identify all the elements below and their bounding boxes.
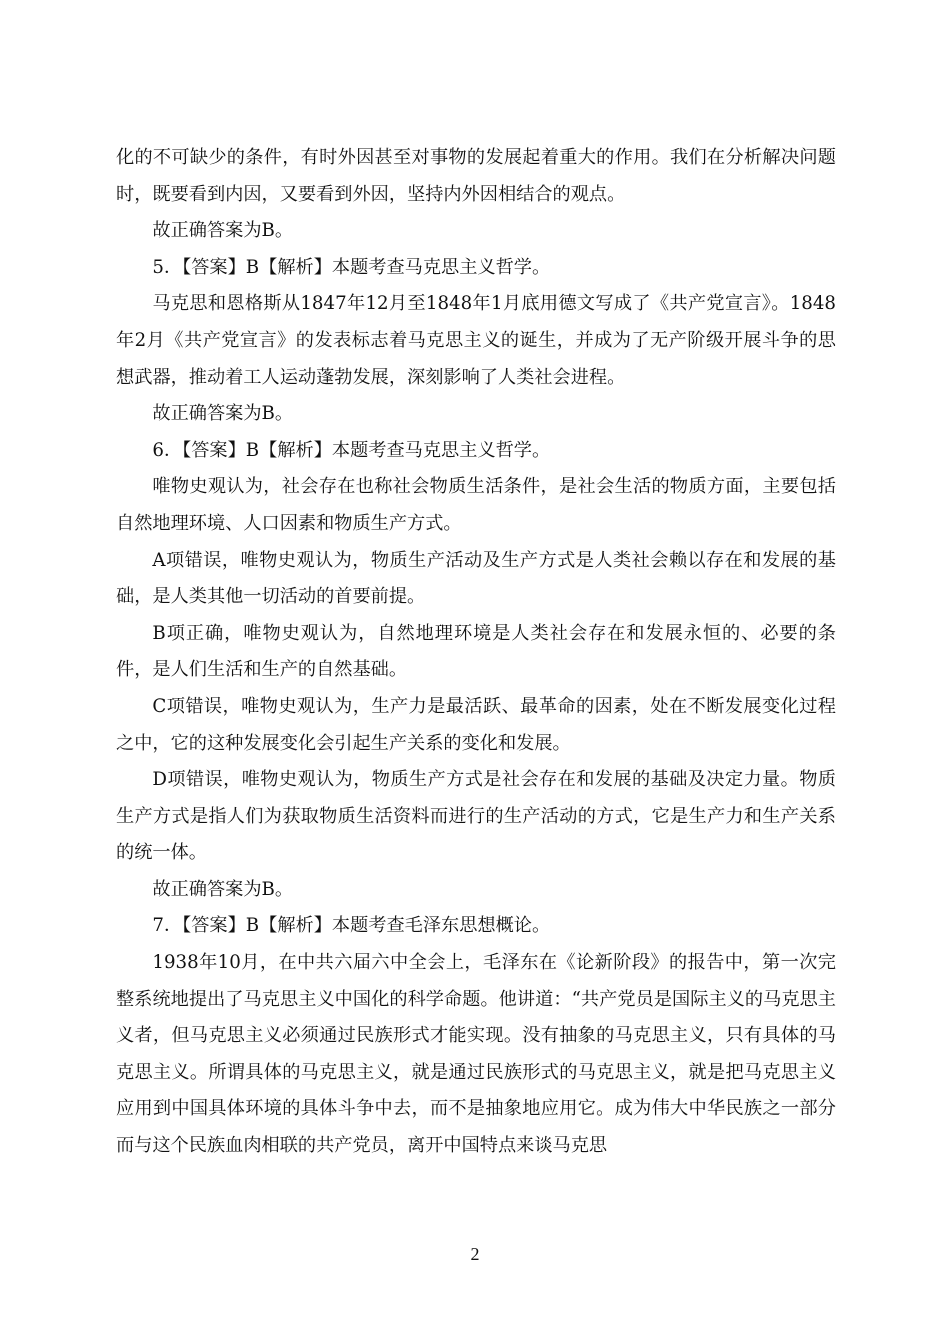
paragraph: 故正确答案为B。 bbox=[152, 403, 294, 425]
paragraph: A项错误，唯物史观认为，物质生产活动及生产方式是人类社会赖以存在和发展的基础，是人类其他一切活动的首要前提。 bbox=[116, 549, 836, 608]
paragraph: 马克思和恩格斯从1847年12月至1848年1月底用德文写成了《共产党宣言》。1848年2月《共产党宣言》的发表标志着马克思主义的诞生，并成为了无产阶级开展斗争的思想武器，推动着工人运动蓬勃发展，深刻影响了人类社会进程。 bbox=[116, 293, 836, 388]
paragraph: 故正确答案为B。 bbox=[152, 878, 294, 900]
document-body bbox=[116, 140, 836, 1165]
paragraph: 唯物史观认为，社会存在也称社会物质生活条件，是社会生活的物质方面，主要包括自然地理环境、人口因素和物质生产方式。 bbox=[116, 476, 836, 534]
paragraph: C项错误，唯物史观认为，生产力是最活跃、最革命的因素，处在不断发展变化过程之中，它的这种发展变化会引起生产关系的变化和发展。 bbox=[116, 695, 836, 754]
question-heading: 7．【答案】B【解析】本题考查毛泽东思想概论。 bbox=[152, 915, 551, 937]
paragraph: D项错误，唯物史观认为，物质生产方式是社会存在和发展的基础及决定力量。物质生产方式是指人们为获取物质生活资料而进行的生产活动的方式，它是生产力和生产关系的统一体。 bbox=[116, 769, 836, 864]
paragraph: B项正确，唯物史观认为，自然地理环境是人类社会存在和发展永恒的、必要的条件，是人们生活和生产的自然基础。 bbox=[116, 622, 836, 681]
paragraph: 1938年10月，在中共六届六中全会上，毛泽东在《论新阶段》的报告中，第一次完整系统地提出了马克思主义中国化的科学命题。他讲道：“共产党员是国际主义的马克思主义者，但马克思主义必须通过民族形式才能实现。没有抽象的马克思主义，只有具体的马克思主义。所谓具体的马克思主义，就是通过民族形式的马克思主义，就是把马克思主义应用到中国具体环境的具体斗争中去，而不是抽象地应用它。成为伟大中华民族之一部分而与这个民族血肉相联的共产党员，离开中国特点来谈马克思 bbox=[116, 952, 836, 1157]
question-heading: 5．【答案】B【解析】本题考查马克思主义哲学。 bbox=[152, 256, 551, 278]
page-number: 2 bbox=[470, 1244, 480, 1264]
paragraph: 故正确答案为B。 bbox=[152, 220, 294, 242]
paragraph: 化的不可缺少的条件，有时外因甚至对事物的发展起着重大的作用。我们在分析解决问题时，既要看到内因，又要看到外因，坚持内外因相结合的观点。 bbox=[116, 147, 836, 205]
question-heading: 6．【答案】B【解析】本题考查马克思主义哲学。 bbox=[152, 439, 551, 461]
